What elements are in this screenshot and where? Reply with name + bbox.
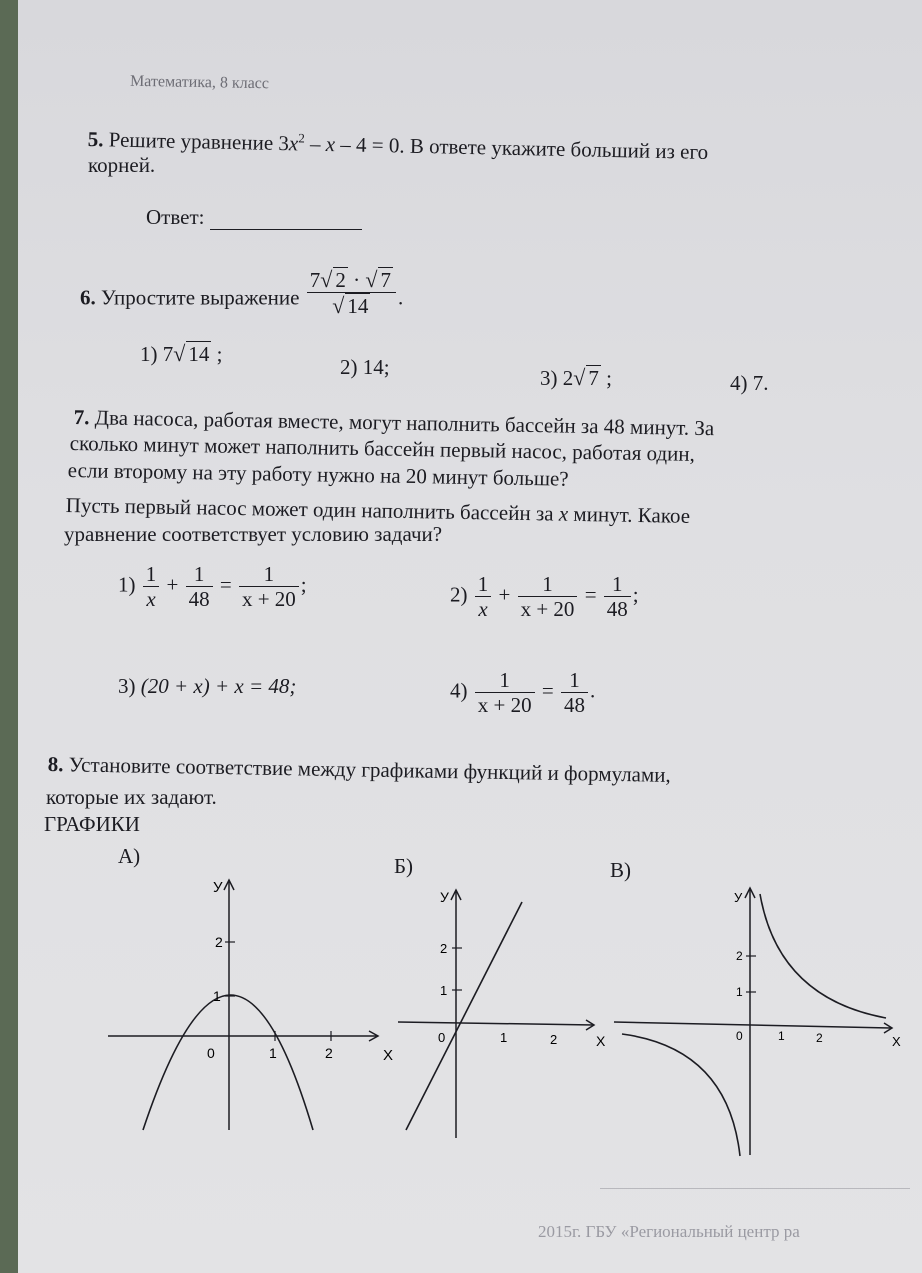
q7-line2: сколько минут может наполнить бассейн первый насос, работая один, (69, 431, 696, 466)
q5-var-x: x (288, 131, 299, 156)
graph-a-x-label: Х (383, 1047, 394, 1064)
q7-o2-n1: 1 (477, 572, 489, 596)
q7-o2-frac2 (518, 572, 578, 621)
q5-line2: корней. (88, 153, 156, 177)
q7-o1-n3: 1 (263, 562, 275, 586)
q6-den-radicand: 14 (347, 294, 369, 319)
graph-a-label: А) (118, 844, 141, 868)
q7-o3-expr: (20 + x) + x = 48; (140, 674, 297, 698)
graph-c-x-axis (614, 1022, 892, 1028)
graph-a-y1: 1 (213, 988, 221, 1004)
q7-o4-label: 4) (450, 678, 468, 703)
q5-text-c: – 4 = 0. В ответе укажите больший из его (334, 132, 709, 164)
graph-b-y1: 1 (440, 983, 448, 998)
graph-b-x2: 2 (550, 1032, 558, 1047)
q6-opt1-end: ; (216, 342, 223, 366)
q7-o2-label: 2) (450, 582, 468, 607)
graph-a-y-label: У (213, 879, 223, 896)
q6-opt1-label: 1) 7 (140, 342, 174, 366)
q7-o2-eq: = (584, 582, 597, 607)
graph-b-origin: 0 (438, 1030, 446, 1045)
q7-line5: уравнение соответствует условию задачи? (64, 522, 443, 546)
q6-num-coef: 7 (309, 268, 321, 292)
q7-o2-frac3 (604, 572, 631, 621)
q7-line4-a: Пусть первый насос может один наполнить бассейн за (65, 493, 560, 526)
q6-denominator (307, 292, 396, 318)
q5-text-b: – (304, 131, 326, 156)
q6-num-radicand2: 7 (380, 268, 391, 292)
graph-c-origin: 0 (736, 1029, 743, 1043)
q7-o4-n1: 1 (499, 668, 510, 692)
q7-line4-b: минут. Какое (567, 501, 691, 528)
q7-o4-d2: 48 (561, 692, 588, 717)
graph-c-y-label: У (734, 890, 743, 905)
graph-b-x1: 1 (500, 1030, 508, 1045)
q5-number: 5. (87, 126, 104, 152)
graph-a (103, 868, 393, 1138)
q7-o1-d3: x + 20 (239, 586, 299, 611)
q6-number: 6. (80, 285, 96, 310)
q7-o1-d1: x (143, 586, 160, 611)
radical-sign-icon: √ (332, 293, 345, 319)
q6-option-2[interactable]: 2) 14; (340, 355, 390, 379)
question-5 (87, 126, 708, 165)
worksheet-page (18, 0, 922, 1273)
q7-o1-frac2 (186, 562, 213, 611)
graph-c-x-label: Х (892, 1034, 901, 1049)
graph-c-label: В) (610, 858, 631, 882)
footer-line (600, 1188, 910, 1189)
q7-option-2[interactable] (450, 572, 639, 621)
q6-end: . (397, 285, 404, 310)
q8-line2: которые их задают. (46, 785, 217, 809)
graph-a-x1: 1 (269, 1045, 277, 1061)
graph-a-origin: 0 (207, 1045, 215, 1061)
q7-o1-plus: + (166, 572, 179, 597)
q5-exponent: 2 (298, 130, 306, 146)
q7-line1-text: Два насоса, работая вместе, могут наполнить бассейн за 48 минут. За (94, 405, 715, 441)
q7-line4-var: x (558, 501, 569, 526)
q7-o4-eq: = (541, 678, 554, 703)
graph-c-x2: 2 (816, 1031, 823, 1045)
q7-o1-d2: 48 (186, 586, 213, 611)
q7-o1-n2: 1 (193, 562, 205, 586)
q7-o1-frac3 (239, 562, 299, 611)
radical-sign-icon: √ (173, 341, 186, 366)
graph-b-line (406, 902, 522, 1130)
q6-expression (307, 267, 396, 319)
page-footer: 2015г. ГБУ «Региональный центр ра (538, 1222, 800, 1241)
graphs-heading: ГРАФИКИ (44, 812, 140, 836)
q5-var-x2: x (325, 131, 336, 157)
q7-option-4[interactable] (450, 668, 595, 717)
q5-answer (146, 205, 362, 230)
graph-b-y-label: У (440, 889, 449, 905)
q7-option-3[interactable] (118, 674, 296, 699)
q7-line3: если второму на эту работу нужно на 20 минут больше? (67, 458, 569, 491)
graph-c (610, 880, 900, 1160)
q7-number: 7. (73, 405, 90, 430)
q5-text-a: Решите уравнение 3 (108, 127, 290, 156)
graph-b-y2: 2 (440, 941, 448, 956)
page-header: Математика, 8 класс (129, 72, 270, 93)
q6-numerator (307, 267, 396, 292)
q6-opt3-end: ; (606, 366, 612, 390)
question-6 (80, 267, 404, 319)
q7-o1-label: 1) (118, 572, 136, 597)
q7-o4-frac1 (475, 668, 535, 717)
radical-sign-icon: √ (320, 267, 333, 292)
q6-opt3-label: 3) 2 (540, 366, 574, 390)
graph-c-hyperbola-right (760, 894, 886, 1018)
q7-o4-frac2 (561, 668, 588, 717)
q8-line1 (48, 752, 671, 788)
q6-option-1[interactable] (140, 341, 222, 367)
q7-o4-n2: 1 (569, 668, 580, 692)
q7-o2-n2: 1 (542, 572, 553, 596)
q7-o4-end: . (589, 678, 596, 703)
graph-b-x-label: Х (596, 1033, 606, 1049)
graph-c-hyperbola-left (622, 1034, 740, 1156)
q7-option-1[interactable] (118, 562, 307, 611)
q6-text: Упростите выражение (101, 285, 300, 310)
q7-o2-frac1 (475, 572, 492, 621)
graph-a-parabola (143, 995, 313, 1130)
q7-o2-plus: + (498, 582, 511, 607)
q7-o2-d3: 48 (604, 596, 631, 621)
q6-option-3[interactable] (540, 365, 612, 391)
q7-o1-eq: = (219, 572, 232, 597)
graph-b (394, 880, 604, 1140)
q5-answer-field[interactable] (210, 205, 362, 230)
graph-a-x2: 2 (325, 1045, 333, 1061)
q6-num-dot: · (353, 268, 361, 292)
q7-o3-label: 3) (118, 674, 136, 698)
q8-number: 8. (47, 752, 64, 777)
q7-o2-d2: x + 20 (518, 596, 578, 621)
q7-o2-end: ; (632, 582, 639, 607)
graph-b-x-axis (398, 1022, 594, 1025)
radical-sign-icon: √ (365, 267, 378, 292)
graph-c-y1: 1 (736, 985, 743, 999)
radical-sign-icon: √ (573, 365, 586, 390)
q5-answer-label: Ответ: (146, 205, 205, 229)
q7-o4-d1: x + 20 (475, 692, 535, 717)
q7-o1-end: ; (300, 572, 307, 597)
graph-b-label: Б) (394, 854, 414, 878)
graph-c-x1: 1 (778, 1029, 785, 1043)
q7-o1-n1: 1 (145, 562, 157, 586)
q6-num-radicand1: 2 (335, 268, 346, 292)
q6-opt1-radicand: 14 (188, 342, 210, 366)
q8-line1-text: Установите соответствие между графиками функций и формулами, (68, 752, 671, 787)
q7-o2-d1: x (475, 596, 492, 621)
q7-o1-frac1 (143, 562, 160, 611)
graph-c-y2: 2 (736, 949, 743, 963)
q6-option-4[interactable]: 4) 7. (730, 371, 769, 395)
q6-opt3-radicand: 7 (588, 366, 599, 390)
q7-o2-n3: 1 (612, 572, 623, 596)
graph-a-y2: 2 (215, 934, 223, 950)
